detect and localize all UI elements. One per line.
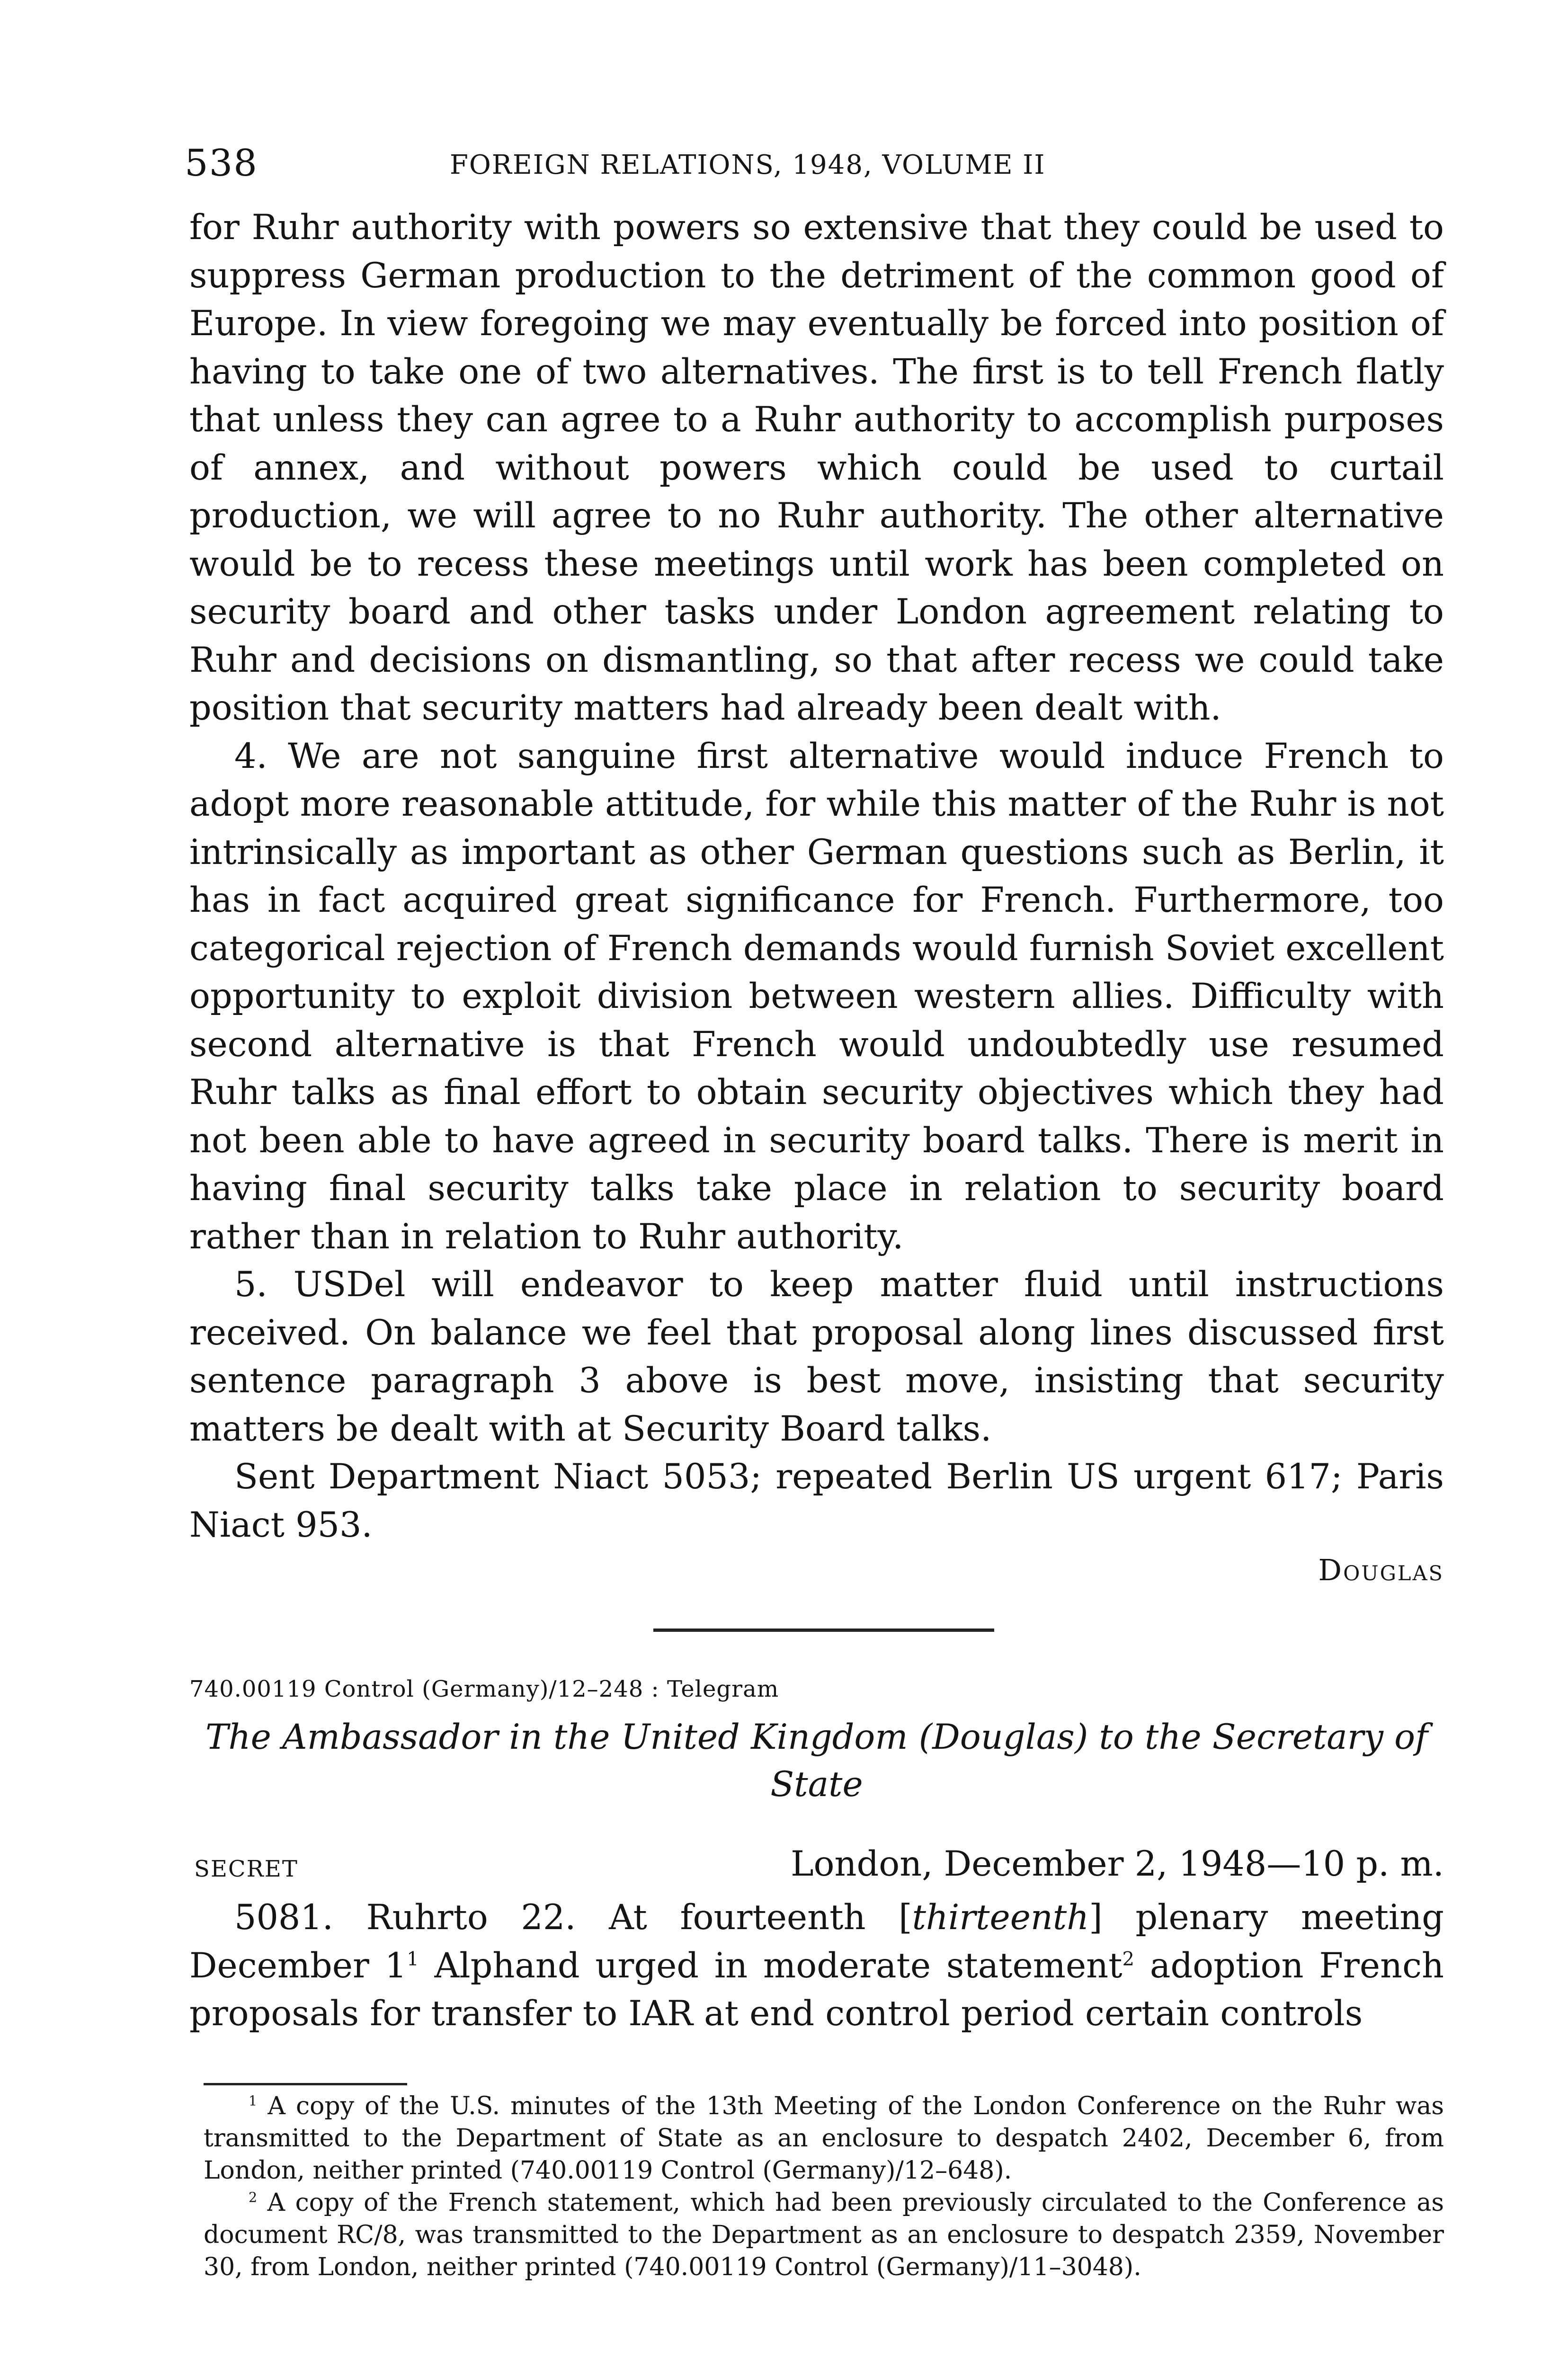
paragraph-continued: for Ruhr authority with powers so extensive that they could be used to suppress German production to the detriment of the common good of Europe. In view foregoing we may eventually be forced into position of having to take one of two alternatives. The first is to tell French flatly that unless they can agree to a Ruhr authority to accomplish purposes of annex, and without powers which could be used to curtail production, we will agree to no Ruhr authority. The other alternative would be to recess these meetings until work has been completed on security board and other tasks under London agreement relating to Ruhr and decisions on dismantling, so that after recess we could take position that security matters had already been dealt with. — [189, 207, 1444, 728]
page-number: 538 — [185, 142, 258, 185]
paragraph-mid-2: Alphand urged in moderate statement — [419, 1945, 1123, 1986]
footnote-marker-2: 2 — [1122, 1948, 1135, 1970]
page-header — [185, 142, 1444, 189]
footnote-1-text: A copy of the U.S. minutes of the 13th Meeting of the London Conference on the Ruhr was transmitted to the Department of State as an enclosure to despatch 2402, December 6, from London, neither printed (740.00119 Control (Germany)/12–648). — [204, 2092, 1444, 2185]
running-title: FOREIGN RELATIONS, 1948, VOLUME II — [450, 150, 1046, 180]
paragraph-5: 5. USDel will endeavor to keep matter fluid until instructions received. On balance we feel that proposal along lines discussed first sentence paragraph 3 above is best move, insisting that security matters be dealt with at Security Board talks. — [189, 1264, 1444, 1449]
paragraph-4: 4. We are not sanguine first alternative would induce French to adopt more reasonable attitude, for while this matter of the Ruhr is not intrinsically as important as other German questions such as Berlin, it has in fact acquired great significance for French. Furthermore, too categorical rejection of French demands would furnish Soviet excellent opportunity to exploit division between western allies. Difficulty with second alternative is that French would undoubtedly use resumed Ruhr talks as final effort to obtain security objectives which they had not been able to have agreed in security board talks. There is merit in having final security talks take place in relation to security board rather than in relation to Ruhr authority. — [189, 736, 1444, 1257]
footnote-2 — [204, 2187, 1444, 2283]
footnote-marker-1: 1 — [407, 1948, 419, 1970]
section-divider — [653, 1628, 994, 1632]
correction-text: thirteenth — [912, 1897, 1089, 1938]
footnote-divider — [204, 2083, 407, 2085]
paragraph-start: 5081. Ruhrto 22. At fourteenth [ — [234, 1897, 912, 1938]
footnote-2-text: A copy of the French statement, which had been previously circulated to the Conference as document RC/8, was transmitted to the Department as an enclosure to despatch 2359, November 30, from London, neither printed (740.00119 Control (Germany)/11–3048). — [204, 2189, 1444, 2281]
file-reference: 740.00119 Control (Germany)/12–248 : Telegram — [189, 1676, 779, 1702]
paragraph-mid-1: ] plenary meeting December 1 — [189, 1897, 1444, 1986]
document-title: The Ambassador in the United Kingdom (Douglas) to the Secretary of State — [205, 1717, 1428, 1805]
footnotes — [204, 2090, 1444, 2283]
paragraph-end: adoption French proposals for transfer to IAR at end control period certain controls — [189, 1945, 1444, 2034]
dateline: London, December 2, 1948—10 p. m. — [791, 1844, 1444, 1884]
dateline-row — [189, 1844, 1444, 1891]
footnote-1 — [204, 2090, 1444, 2187]
classification-label: SECRET — [194, 1856, 298, 1882]
telegram-body-continued — [189, 204, 1444, 1549]
footnote-2-mark: 2 — [249, 2189, 258, 2206]
telegram-body — [189, 1894, 1444, 2038]
paragraph-5081 — [189, 1894, 1444, 2038]
sent-line: Sent Department Niact 5053; repeated Berlin US urgent 617; Paris Niact 953. — [189, 1457, 1444, 1545]
signature: Douglas — [1318, 1553, 1444, 1587]
footnote-1-mark: 1 — [249, 2092, 258, 2109]
